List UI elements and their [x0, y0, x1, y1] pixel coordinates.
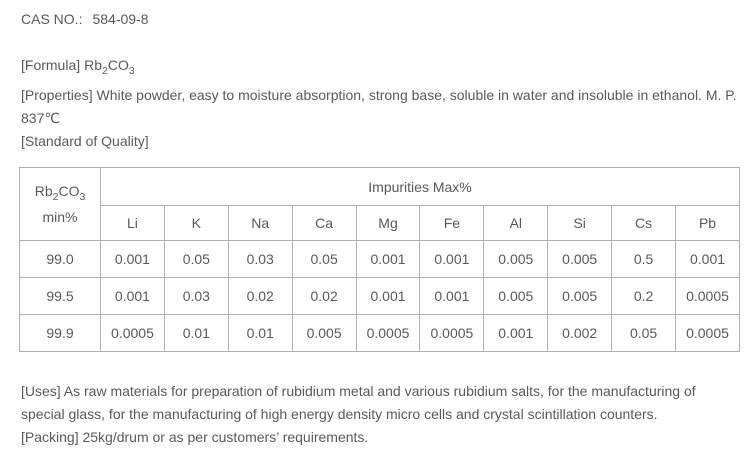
table-header-row-2	[20, 206, 740, 241]
value-cell: 0.001	[420, 241, 484, 278]
column-header-ca: Ca	[292, 206, 356, 241]
formula-base2: CO	[107, 57, 129, 73]
value-cell: 0.0005	[356, 315, 420, 352]
formula-subscript1: 2	[102, 64, 108, 77]
column-header-na: Na	[228, 206, 292, 241]
value-cell: 0.0005	[676, 315, 740, 352]
value-cell: 0.005	[548, 278, 612, 315]
column-header-cs: Cs	[612, 206, 676, 241]
value-cell: 0.0005	[101, 315, 165, 352]
value-cell: 0.005	[548, 241, 612, 278]
table-row-99-9	[20, 315, 740, 352]
value-cell: 0.001	[676, 241, 740, 278]
value-cell: 0.02	[228, 278, 292, 315]
table-row-99-0	[20, 241, 740, 278]
column-header-k: K	[164, 206, 228, 241]
value-cell: 0.001	[356, 241, 420, 278]
value-cell: 0.002	[548, 315, 612, 352]
value-cell: 0.05	[164, 241, 228, 278]
table-corner-cell	[20, 168, 101, 241]
corner-base2: CO	[58, 183, 80, 199]
value-cell: 0.005	[484, 278, 548, 315]
packing-paragraph: [Packing] 25kg/drum or as per customers’ requirements.	[21, 429, 369, 445]
value-cell: 0.03	[228, 241, 292, 278]
corner-subscript2: 3	[79, 190, 86, 203]
formula-base1: Rb	[84, 57, 103, 73]
product-datasheet	[0, 10, 753, 449]
value-cell: 0.005	[292, 315, 356, 352]
chemical-formula	[84, 57, 135, 77]
cas-value: 584-09-8	[92, 11, 149, 27]
value-cell: 0.02	[292, 278, 356, 315]
value-cell: 0.001	[101, 278, 165, 315]
corner-min-percent: min%	[42, 209, 78, 225]
corner-formula	[34, 183, 86, 203]
value-cell: 0.001	[420, 278, 484, 315]
formula-line	[21, 56, 737, 75]
standard-of-quality-heading: [Standard of Quality]	[21, 133, 149, 149]
uses-paragraph: [Uses] As raw materials for preparation of rubidium metal and various rubidium salts, for the manufacturing of special glass, for the manufacturing of high energy density micro cells and crystal scintillation counters.	[21, 383, 696, 422]
column-header-fe: Fe	[420, 206, 484, 241]
value-cell: 0.001	[484, 315, 548, 352]
formula-label: [Formula]	[21, 57, 81, 73]
value-cell: 0.001	[356, 278, 420, 315]
value-cell: 0.0005	[676, 278, 740, 315]
value-cell: 0.05	[612, 315, 676, 352]
corner-base1: Rb	[34, 183, 53, 199]
impurities-header-cell: Impurities Max%	[101, 168, 740, 206]
column-header-al: Al	[484, 206, 548, 241]
properties-paragraph: [Properties] White powder, easy to moisture absorption, strong base, soluble in water and insoluble in ethanol. M. P. 837℃	[21, 87, 737, 126]
value-cell: 0.005	[484, 241, 548, 278]
cas-number-line	[21, 10, 737, 29]
column-header-pb: Pb	[676, 206, 740, 241]
column-header-mg: Mg	[356, 206, 420, 241]
table-header-row-1	[20, 168, 740, 206]
value-cell: 0.03	[164, 278, 228, 315]
formula-subscript2: 3	[128, 64, 135, 77]
column-header-li: Li	[101, 206, 165, 241]
value-cell: 0.01	[228, 315, 292, 352]
value-cell: 0.001	[101, 241, 165, 278]
value-cell: 0.5	[612, 241, 676, 278]
value-cell: 0.2	[612, 278, 676, 315]
value-cell: 0.01	[164, 315, 228, 352]
quality-standards-table	[19, 167, 740, 352]
corner-subscript1: 2	[52, 190, 59, 203]
value-cell: 0.05	[292, 241, 356, 278]
purity-cell: 99.0	[20, 241, 101, 278]
purity-cell: 99.9	[20, 315, 101, 352]
purity-cell: 99.5	[20, 278, 101, 315]
table-row-99-5	[20, 278, 740, 315]
cas-label: CAS NO.:	[21, 11, 83, 27]
column-header-si: Si	[548, 206, 612, 241]
value-cell: 0.0005	[420, 315, 484, 352]
